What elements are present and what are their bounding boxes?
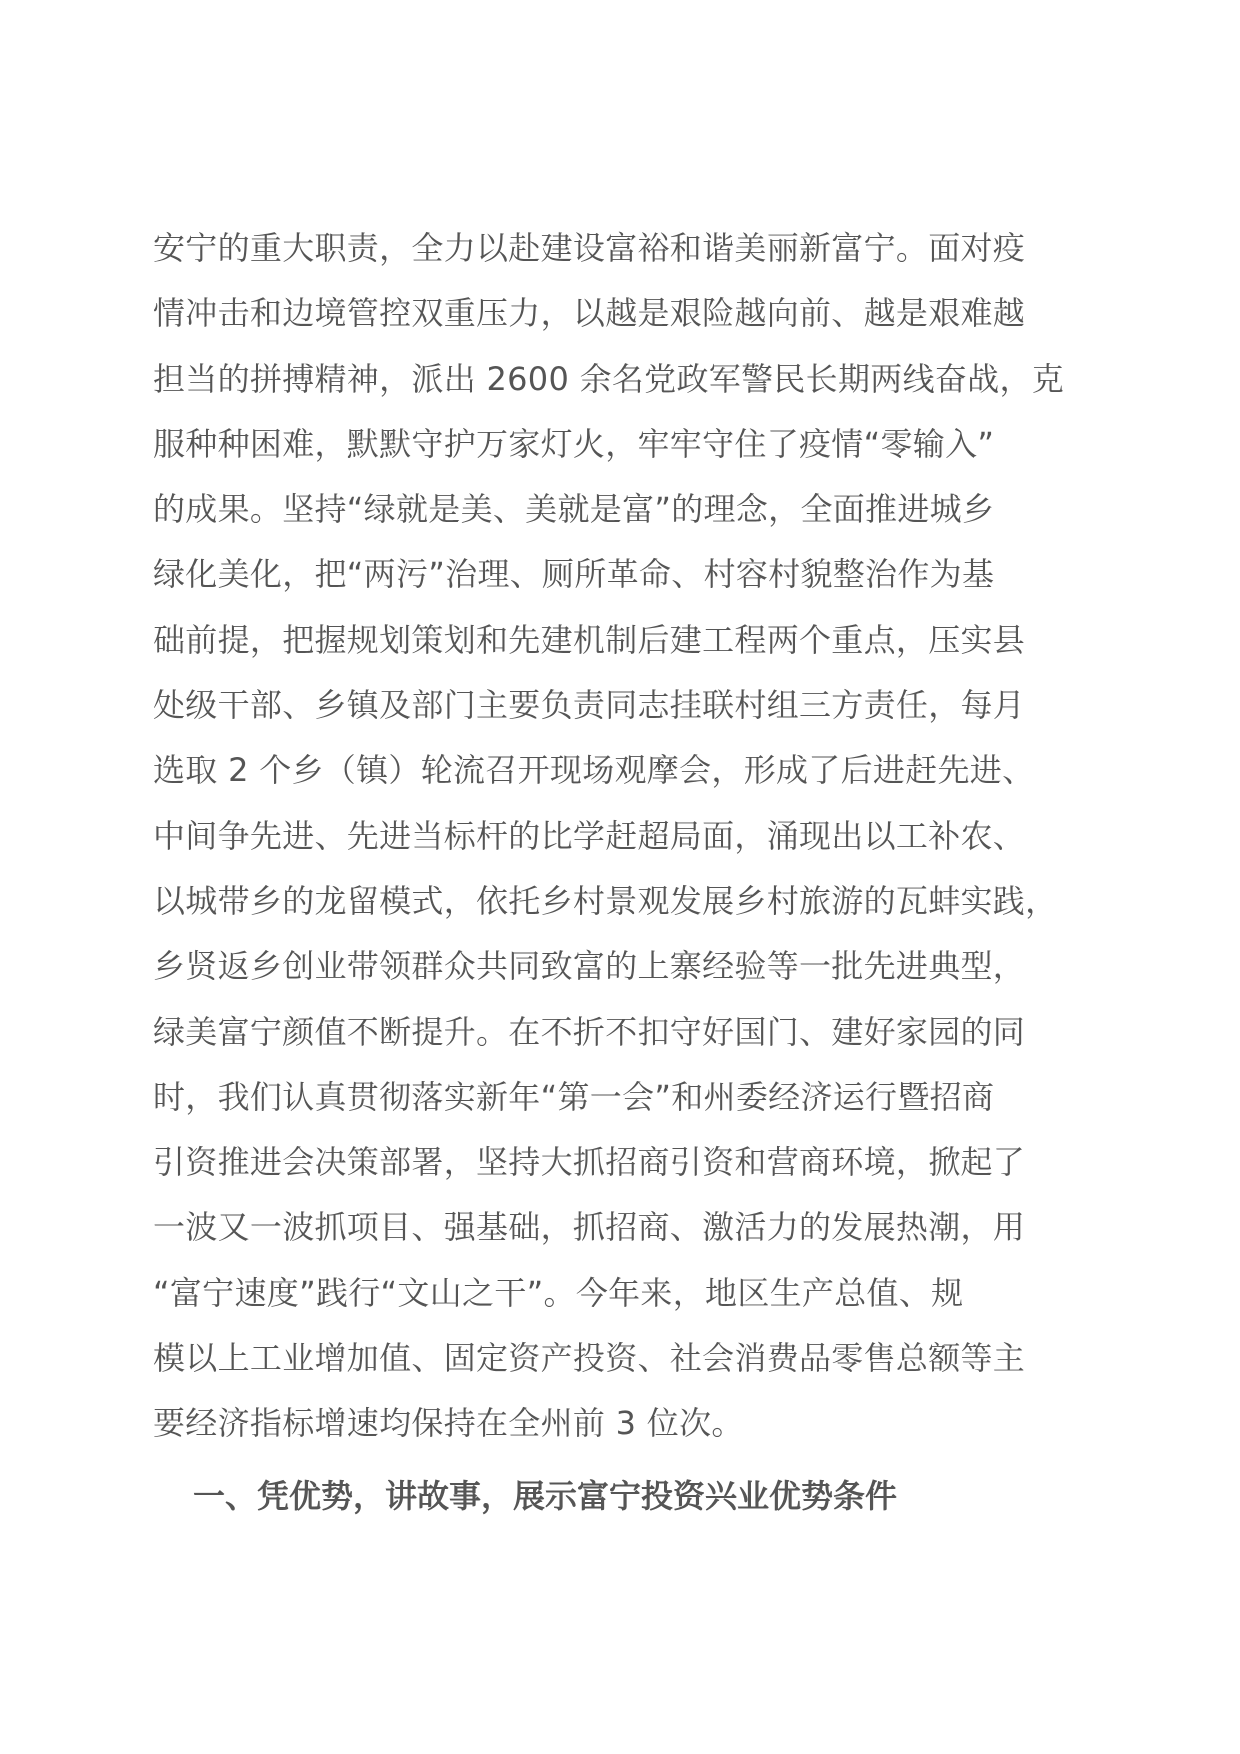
paragraph-line: “富宁速度”践行“文山之干”。今年来，地区生产总值、规 — [153, 1273, 964, 1312]
section-heading: 一、凭优势，讲故事，展示富宁投资兴业优势条件 — [193, 1477, 898, 1515]
body-paragraph — [153, 216, 1113, 1457]
paragraph-line: 绿化美化，把“两污”治理、厕所革命、村容村貌整治作为基 — [153, 555, 995, 594]
paragraph-line: 安宁的重大职责，全力以赴建设富裕和谐美丽新富宁。面对疫 — [153, 229, 1026, 267]
paragraph-line: 情冲击和边境管控双重压力，以越是艰险越向前、越是艰难越 — [153, 294, 1026, 333]
paragraph-line: 引资推进会决策部署，坚持大抓招商引资和营商环境，掀起了 — [153, 1143, 1026, 1182]
paragraph-line: 础前提，把握规划策划和先建机制后建工程两个重点，压实县 — [153, 620, 1026, 659]
paragraph-line: 绿美富宁颜值不断提升。在不折不扣守好国门、建好家园的同 — [153, 1012, 1026, 1051]
paragraph-line: 模以上工业增加值、固定资产投资、社会消费品零售总额等主 — [153, 1339, 1026, 1378]
paragraph-line: 时，我们认真贯彻落实新年“第一会”和州委经济运行暨招商 — [153, 1077, 995, 1116]
paragraph-line: 的成果。坚持“绿就是美、美就是富”的理念，全面推进城乡 — [153, 490, 995, 529]
paragraph-line: 以城带乡的龙留模式，依托乡村景观发展乡村旅游的瓦蚌实践， — [153, 881, 1058, 920]
paragraph-line: 一波又一波抓项目、强基础，抓招商、激活力的发展热潮，用 — [153, 1208, 1026, 1247]
paragraph-line: 要经济指标增速均保持在全州前 3 位次。 — [153, 1404, 744, 1443]
paragraph-line: 选取 2 个乡（镇）轮流召开现场观摩会，形成了后进赶先进、 — [153, 751, 1035, 790]
paragraph-line: 乡贤返乡创业带领群众共同致富的上寨经验等一批先进典型， — [153, 947, 1026, 986]
paragraph-line: 处级干部、乡镇及部门主要负责同志挂联村组三方责任，每月 — [153, 686, 1026, 725]
paragraph-line: 担当的拼搏精神，派出 2600 余名党政军警民长期两线奋战，克 — [153, 359, 1065, 398]
paragraph-line: 服种种困难，默默守护万家灯火，牢牢守住了疫情“零输入” — [153, 424, 995, 463]
paragraph-line: 中间争先进、先进当标杆的比学赶超局面，涌现出以工补农、 — [153, 816, 1026, 855]
